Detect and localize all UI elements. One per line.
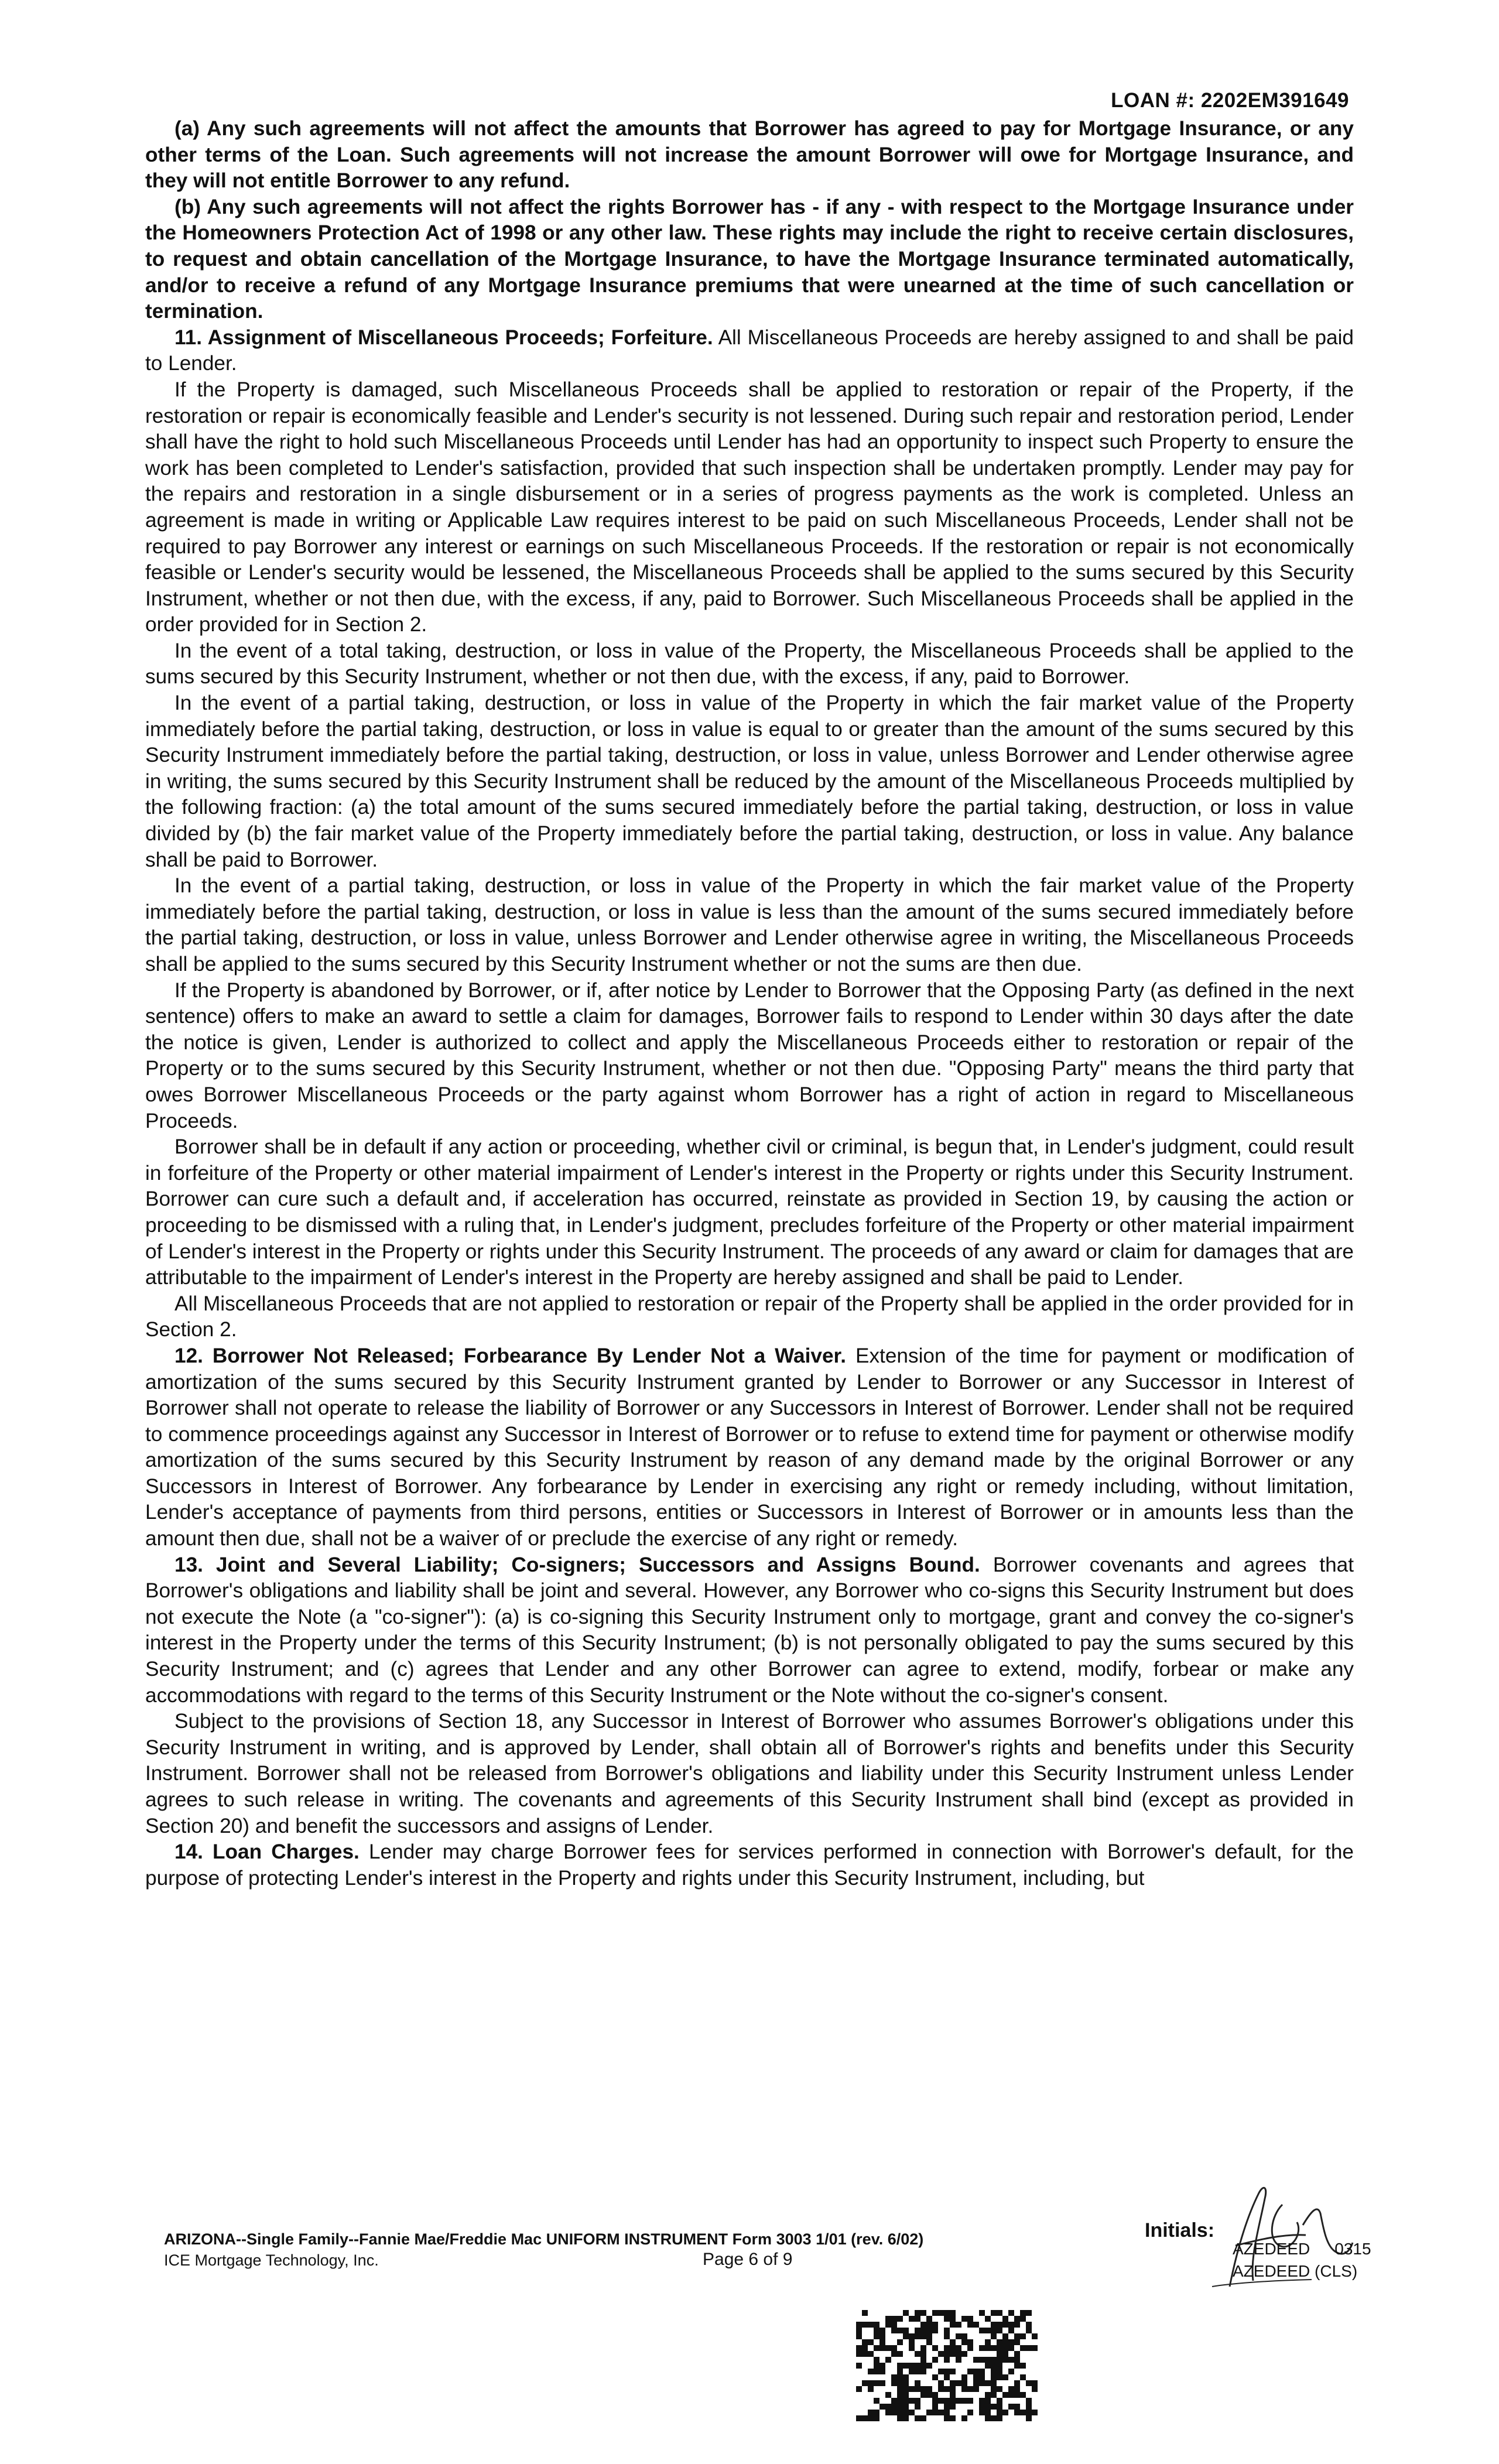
section-12-heading: 12. Borrower Not Released; Forbearance By Lender Not a Waiver. [174,1344,847,1367]
section-11-paragraph: All Miscellaneous Proceeds that are not applied to restoration or repair of the Property shall be applied in the order provided for in Section 2. [145,1292,1354,1341]
initials-label: Initials: [1145,2219,1215,2241]
section-13-paragraph: Subject to the provisions of Section 18, any Successor in Interest of Borrower who assumes Borrower's obligations under this Security Instrument in writing, and is approved by Lender, shall obtain all of Borrower's rights and benefits under this Security Instrument. Borrower shall not be released from Borrower's obligations and liability under this Security Instrument unless Lender agrees to such release in writing. The covenants and agreements of this Security Instrument shall bind (except as provided in Section 20) and benefit the successors and assigns of Lender. [145,1710,1354,1837]
section-11-heading: 11. Assignment of Miscellaneous Proceeds; Forfeiture. [174,326,713,349]
section-12-text: Extension of the time for payment or modification of amortization of the sums secured by this Security Instrument granted by Lender to Borrower or any Successor in Interest of Borrower shall not operate to release the liability of Borrower or any Successors in Interest of Borrower. Lender shall not be required to commence proceedings against any Successor in Interest of Borrower or to refuse to extend time for payment or otherwise modify amortization of the sums secured by this Security Instrument by reason of any demand made by the original Borrower or any Successors in Interest of Borrower. Any forbearance by Lender in exercising any right or remedy including, without limitation, Lender's acceptance of payments from third persons, entities or Successors in Interest of Borrower or in amounts less than the amount then due, shall not be a waiver of or preclude the exercise of any right or remedy. [145,1344,1354,1551]
form-title: ARIZONA--Single Family--Fannie Mae/Freddie Mac UNIFORM INSTRUMENT Form 3003 1/01 (rev. 6/02) [164,2230,924,2248]
section-11-paragraph: In the event of a partial taking, destruction, or loss in value of the Property in which the fair market value of the Property immediately before the partial taking, destruction, or loss in value is less than the amount of the sums secured immediately before the partial taking, destruction, or loss in value, unless Borrower and Lender otherwise agree in writing, the Miscellaneous Proceeds shall be applied to the sums secured by this Security Instrument whether or not the sums are then due. [145,874,1354,976]
loan-number: LOAN #: 2202EM391649 [1111,89,1349,112]
paragraph-b: (b) Any such agreements will not affect the rights Borrower has - if any - with respect to the Mortgage Insurance under the Homeowners Protection Act of 1998 or any other law. These rights may include the right to receive certain disclosures, to request and obtain cancellation of the Mortgage Insurance, to have the Mortgage Insurance terminated automatically, and/or to receive a refund of any Mortgage Insurance premiums that were unearned at the time of such cancellation or termination. [145,195,1354,323]
section-11-paragraph: If the Property is abandoned by Borrower, or if, after notice by Lender to Borrower that the Opposing Party (as defined in the next sentence) offers to make an award to settle a claim for damages, Borrower fails to respond to Lender within 30 days after the date the notice is given, Lender is authorized to collect and apply the Miscellaneous Proceeds either to restoration or repair of the Property or to the sums secured by this Security Instrument, whether or not then due. "Opposing Party" means the third party that owes Borrower Miscellaneous Proceeds or the party against whom Borrower has a right of action in regard to Miscellaneous Proceeds. [145,978,1354,1132]
section-13-heading: 13. Joint and Several Liability; Co-signers; Successors and Assigns Bound. [174,1553,980,1576]
section-11-paragraph: Borrower shall be in default if any action or proceeding, whether civil or criminal, is begun that, in Lender's judgment, could result in forfeiture of the Property or other material impairment of Lender's interest in the Property or rights under this Security Instrument. Borrower can cure such a default and, if acceleration has occurred, reinstate as provided in Section 19, by causing the action or proceeding to be dismissed with a ruling that, in Lender's judgment, precludes forfeiture of the Property or other material impairment of Lender's interest in the Property or rights under this Security Instrument. The proceeds of any award or claim for damages that are attributable to the impairment of Lender's interest in the Property are hereby assigned and shall be paid to Lender. [145,1135,1354,1289]
initials-stamp [1233,2238,1371,2282]
section-11 [145,325,1354,377]
paragraph-a: (a) Any such agreements will not affect the amounts that Borrower has agreed to pay for Mortgage Insurance, or any other terms of the Loan. Such agreements will not increase the amount Borrower will owe for Mortgage Insurance, and they will not entitle Borrower to any refund. [145,117,1354,193]
stamp-line-2: AZEDEED (CLS) [1233,2262,1358,2280]
section-11-paragraph: If the Property is damaged, such Miscellaneous Proceeds shall be applied to restoration or repair of the Property, if the restoration or repair is economically feasible and Lender's security is not lessened. During such repair and restoration period, Lender shall have the right to hold such Miscellaneous Proceeds until Lender has had an opportunity to inspect such Property to ensure the work has been completed to Lender's satisfaction, provided that such inspection shall be undertaken promptly. Lender may pay for the repairs and restoration in a single disbursement or in a series of progress payments as the work is completed. Unless an agreement is made in writing or Applicable Law requires interest to be paid on such Miscellaneous Proceeds, Lender shall not be required to pay Borrower any interest or earnings on such Miscellaneous Proceeds. If the restoration or repair is not economically feasible or Lender's security would be lessened, the Miscellaneous Proceeds shall be applied to the sums secured by this Security Instrument, whether or not then due, with the excess, if any, paid to Borrower. Such Miscellaneous Proceeds shall be applied in the order provided for in Section 2. [145,378,1354,636]
document-body [145,116,1354,1891]
barcode-image [856,2310,1038,2421]
stamp-line-1: AZEDEED [1233,2240,1310,2258]
form-footer [164,2229,923,2271]
section-11-paragraph: In the event of a total taking, destruction, or loss in value of the Property, the Miscellaneous Proceeds shall be applied to the sums secured by this Security Instrument, whether or not then due, with the excess, if any, paid to Borrower. [145,639,1354,689]
section-14-text: Lender may charge Borrower fees for services performed in connection with Borrower's default, for the purpose of protecting Lender's interest in the Property and rights under this Security Instrument, including, but [145,1840,1354,1890]
section-11-text: All Miscellaneous Proceeds are hereby assigned to and shall be paid to Lender. [145,326,1354,375]
section-13-text: Borrower covenants and agrees that Borrower's obligations and liability shall be joint and several. However, any Borrower who co-signs this Security Instrument but does not execute the Note (a "co-signer"): (a) is co-signing this Security Instrument only to mortgage, grant and convey the co-signer's interest in the Property under the terms of this Security Instrument; (b) is not personally obligated to pay the sums secured by this Security Instrument; and (c) agrees that Lender and any other Borrower can agree to extend, modify, forbear or make any accommodations with regard to the terms of this Security Instrument or the Note without the co-signer's consent. [145,1553,1354,1707]
section-14 [145,1839,1354,1891]
section-11-paragraph: In the event of a partial taking, destruction, or loss in value of the Property in which the fair market value of the Property immediately before the partial taking, destruction, or loss in value is equal to or greater than the amount of the sums secured by this Security Instrument immediately before the partial taking, destruction, or loss in value, unless Borrower and Lender otherwise agree in writing, the sums secured by this Security Instrument shall be reduced by the amount of the Miscellaneous Proceeds multiplied by the following fraction: (a) the total amount of the sums secured immediately before the partial taking, destruction, or loss in value divided by (b) the fair market value of the Property immediately before the partial taking, destruction, or loss in value. Any balance shall be paid to Borrower. [145,692,1354,871]
company-name: ICE Mortgage Technology, Inc. [164,2251,379,2269]
section-13 [145,1552,1354,1709]
page-number: Page 6 of 9 [703,2250,793,2269]
section-12 [145,1343,1354,1552]
initials-signature [1195,2169,1370,2304]
stamp-code: 0315 [1334,2240,1371,2258]
section-14-heading: 14. Loan Charges. [174,1840,360,1864]
